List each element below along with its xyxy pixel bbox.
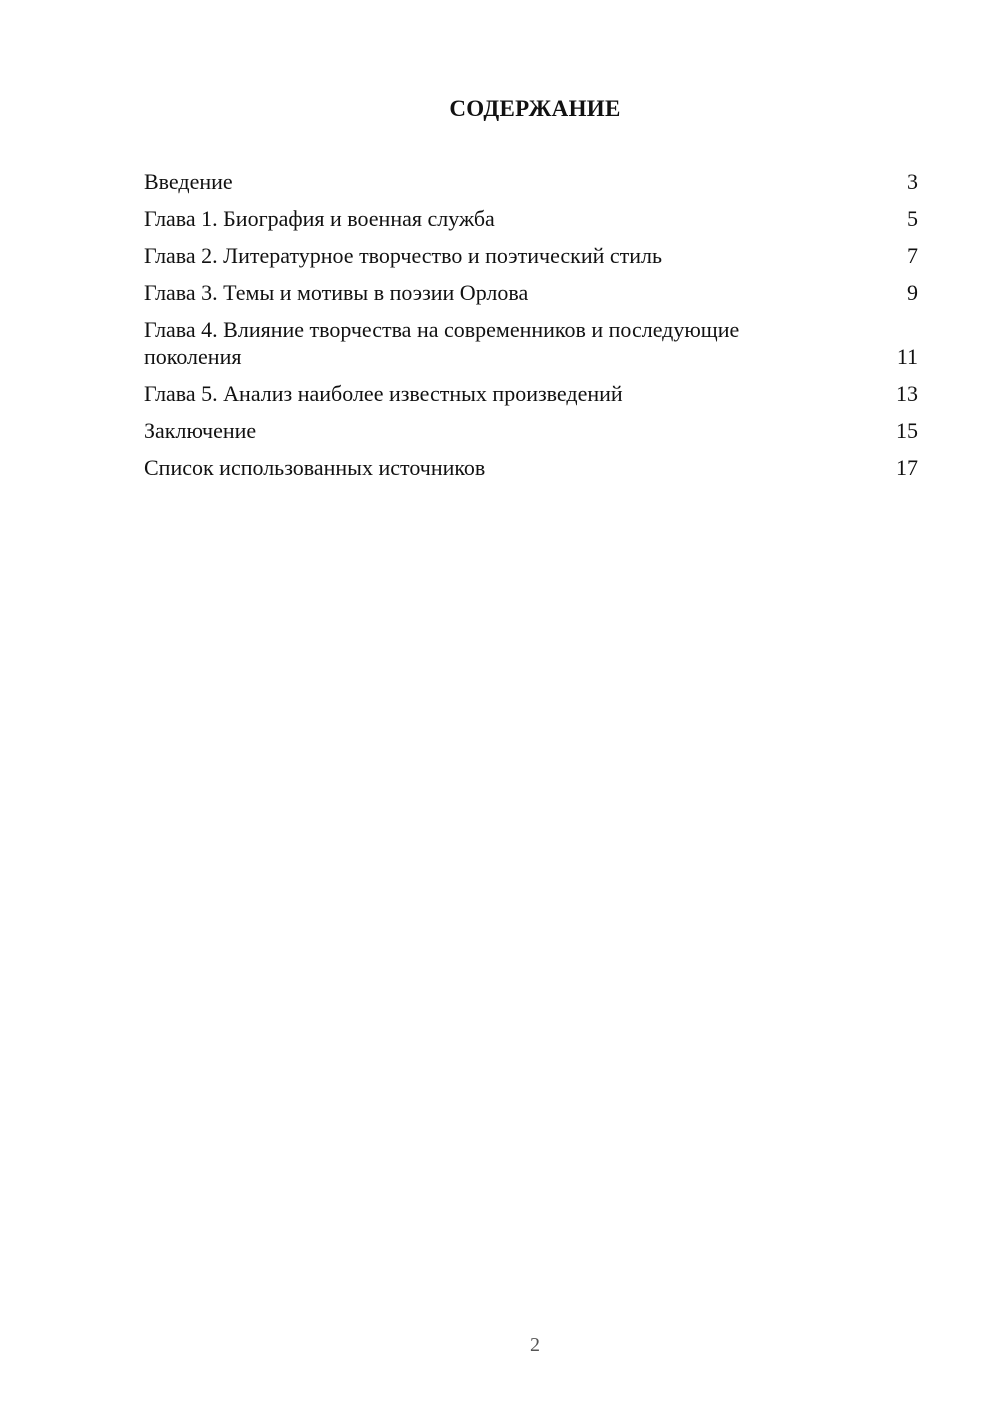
- toc-entry-title: Глава 5. Анализ наиболее известных произведений: [144, 381, 623, 406]
- toc-entry-title: Глава 2. Литературное творчество и поэтический стиль: [144, 243, 663, 268]
- toc-entry-page: 3: [907, 169, 918, 194]
- toc-entry-page: 13: [896, 381, 918, 406]
- toc-entry-chapter-2[interactable]: [144, 242, 918, 269]
- toc-entry-title: Список использованных источников: [144, 455, 486, 480]
- toc-heading: СОДЕРЖАНИЕ: [449, 96, 621, 121]
- toc-entry-chapter-3[interactable]: [144, 279, 918, 306]
- table-of-contents: [144, 168, 918, 491]
- toc-entry-chapter-4[interactable]: [144, 316, 918, 370]
- toc-entry-chapter-1[interactable]: [144, 205, 918, 232]
- toc-entry-page: 11: [896, 344, 918, 369]
- toc-entry-page: 7: [907, 243, 918, 268]
- toc-entry-title: Глава 1. Биография и военная служба: [144, 206, 495, 231]
- toc-entry-page: 17: [896, 455, 918, 480]
- toc-entry-page: 5: [907, 206, 918, 231]
- toc-entry-title: Глава 3. Темы и мотивы в поэзии Орлова: [144, 280, 529, 305]
- toc-entry-title: Введение: [144, 169, 233, 194]
- toc-entry-conclusion[interactable]: [144, 417, 918, 444]
- toc-entry-page: 15: [896, 418, 918, 443]
- toc-entry-page: 9: [907, 280, 918, 305]
- toc-entry-title: Глава 4. Влияние творчества на современников и последующие поколения: [144, 317, 740, 369]
- toc-entry-title: Заключение: [144, 418, 257, 443]
- toc-entry-chapter-5[interactable]: [144, 380, 918, 407]
- page-number: 2: [530, 1334, 540, 1356]
- toc-entry-introduction[interactable]: [144, 168, 918, 195]
- toc-entry-references[interactable]: [144, 454, 918, 481]
